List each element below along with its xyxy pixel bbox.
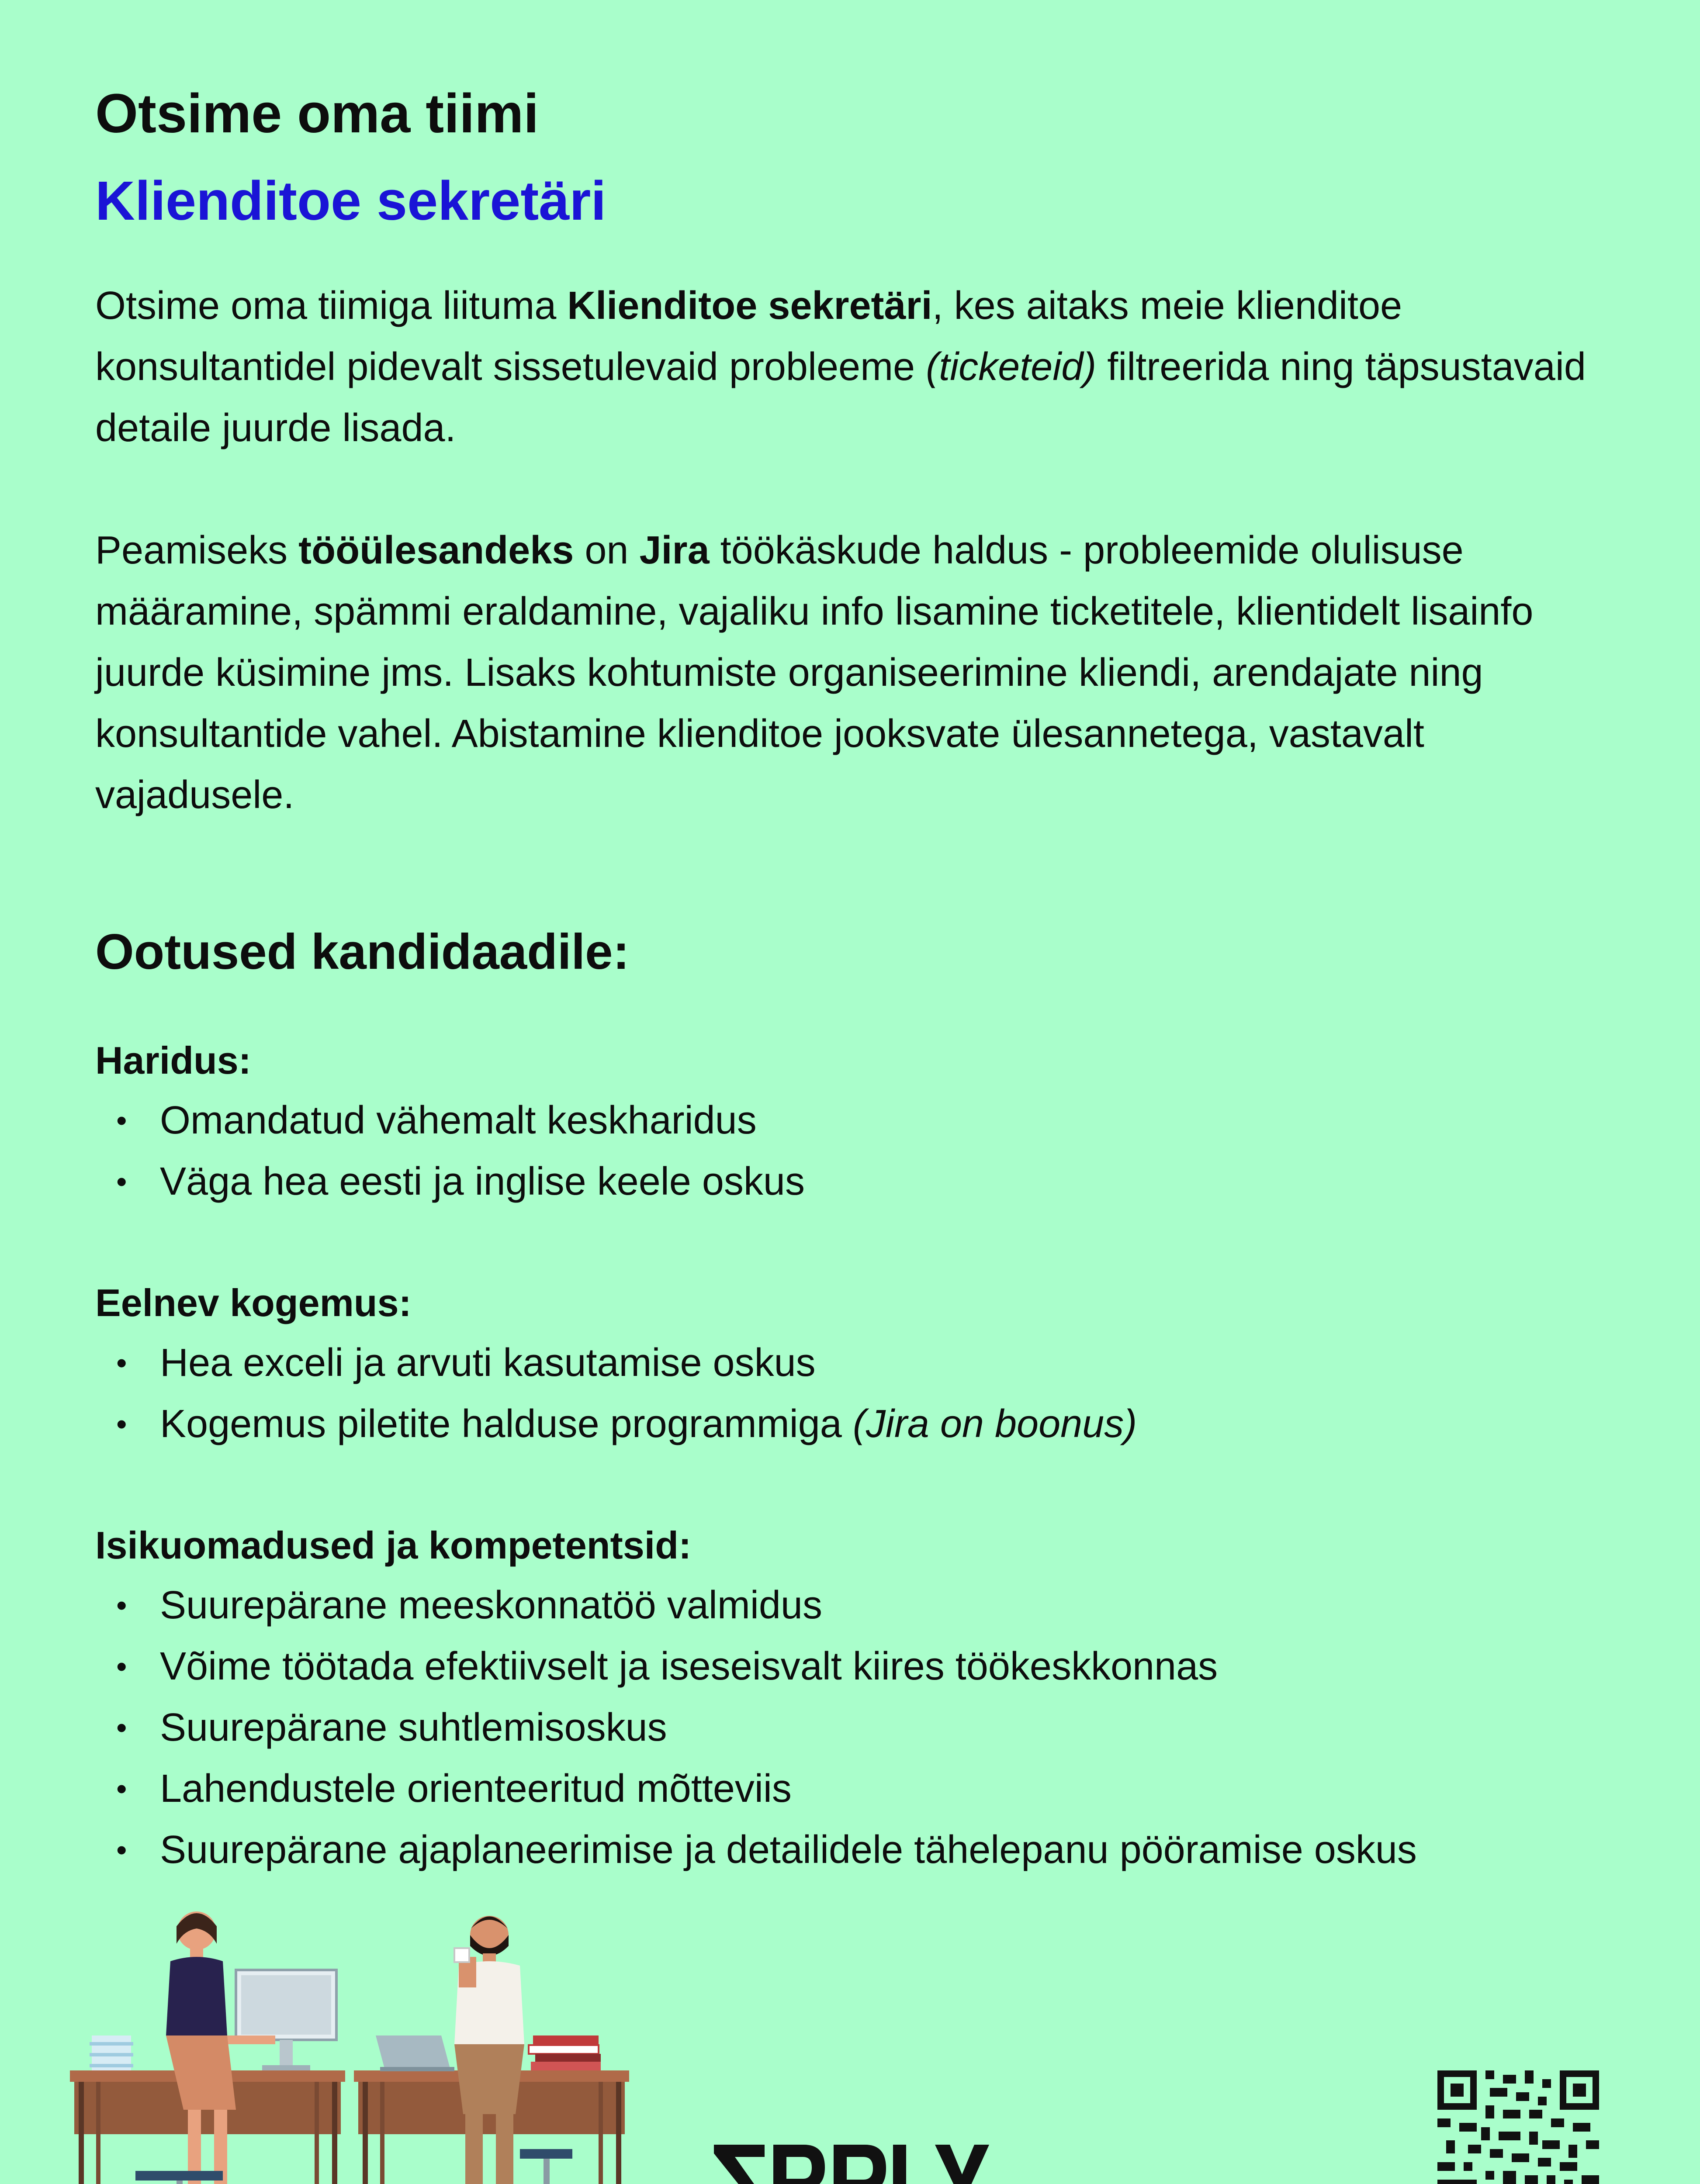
poster-content [95, 74, 1624, 1880]
experience-list [95, 1332, 1624, 1455]
headline: Otsime oma tiimi [95, 83, 539, 144]
requirements-heading: Ootused kandidaadile: [95, 924, 630, 980]
list-item: • Suurepärane meeskonnatöö valmidus [95, 1575, 1624, 1636]
list-item: • Hea exceli ja arvuti kasutamise oskus [95, 1332, 1624, 1393]
personal-title: Isikuomadused ja kompetentsid: [95, 1524, 692, 1567]
list-item: • Suurepärane ajaplaneerimise ja detailidele tähelepanu pööramise oskus [95, 1819, 1624, 1880]
list-item: • Väga hea eesti ja inglise keele oskus [95, 1151, 1624, 1212]
duties-paragraph: Peamiseks tööülesandeks on Jira töökäskude haldus - probleemide olulisuse määramine, spämmi eraldamine, vajaliku info lisamine ticketitele, klientidelt lisainfo juurde küsimine jms. Lisaks kohtumiste organiseerimine kliendi, arendajate ning konsultantide vahel. Abistamine klienditoe jooksvate ülesannetega, vastavalt vajadusele. [95, 529, 1534, 817]
experience-title: Eelnev kogemus: [95, 1281, 412, 1324]
personal-group [95, 1516, 1624, 1880]
qr-code [1437, 2070, 1599, 2184]
job-title: Klienditoe sekretäri [95, 170, 606, 232]
intro-paragraph: Otsime oma tiimiga liituma Klienditoe sekretäri, kes aitaks meie klienditoe konsultantidel pidevalt sissetulevaid probleeme (ticketeid) filtreerida ning täpsustavaid detaile juurde lisada. [95, 284, 1586, 450]
personal-list [95, 1575, 1624, 1880]
office-workers-illustration [70, 1904, 638, 2184]
list-item: • Võime töötada efektiivselt ja iseseisvalt kiires töökeskkonnas [95, 1636, 1624, 1697]
education-group [95, 1031, 1624, 1212]
education-title: Haridus: [95, 1039, 251, 1082]
list-item: • Suurepärane suhtlemisoskus [95, 1697, 1624, 1758]
education-list [95, 1090, 1624, 1212]
list-item: • Lahendustele orienteeritud mõtteviis [95, 1758, 1624, 1819]
experience-group [95, 1273, 1624, 1455]
erply-logo [712, 2140, 992, 2184]
list-item: • Kogemus piletite halduse programmiga (Jira on boonus) [95, 1393, 1624, 1455]
list-item: • Omandatud vähemalt keskharidus [95, 1090, 1624, 1151]
